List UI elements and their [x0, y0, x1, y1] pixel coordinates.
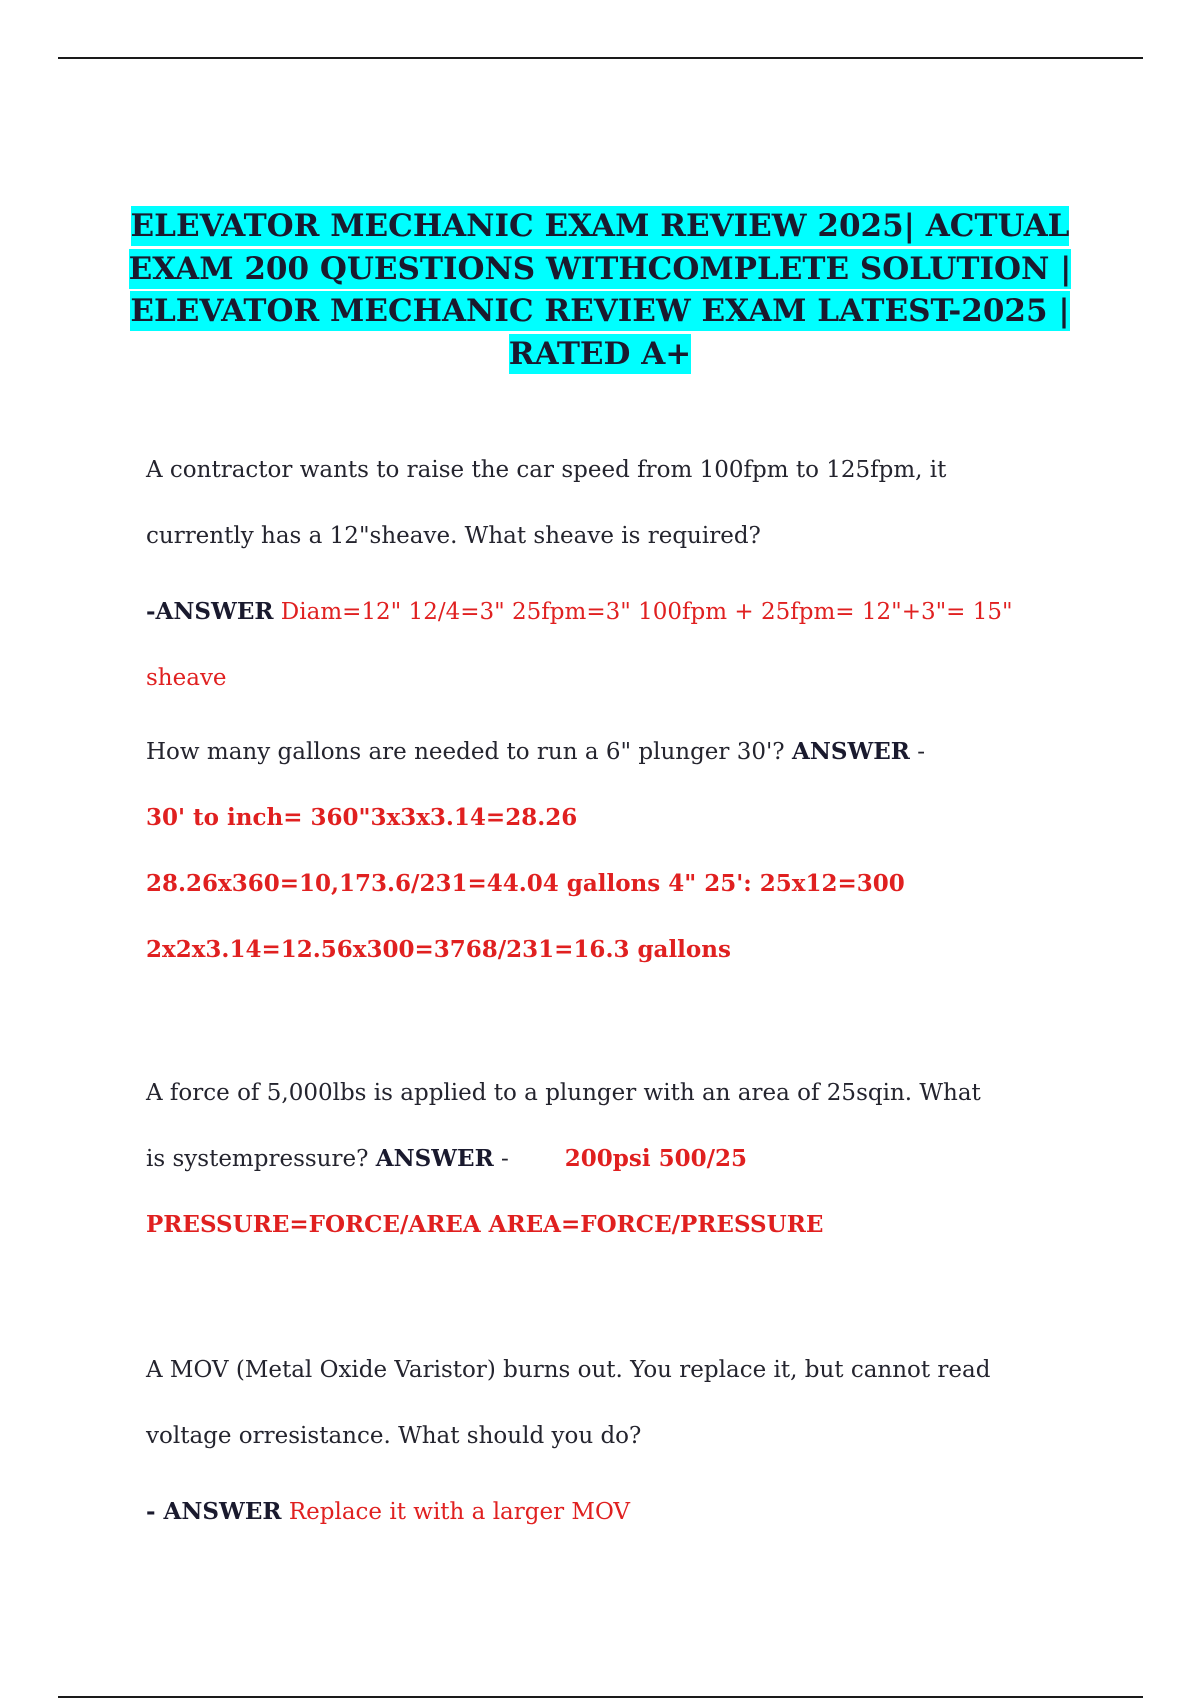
- question-4-line-1: A MOV (Metal Oxide Varistor) burns out. You replace it, but cannot read: [146, 1357, 991, 1383]
- answer-keyword: -ANSWER: [146, 598, 274, 625]
- question-3-line-2: [146, 1126, 1106, 1192]
- title-line-4: RATED A+: [508, 335, 692, 372]
- question-3-text: is systempressure?: [146, 1146, 376, 1172]
- answer-keyword: - ANSWER: [146, 1498, 282, 1525]
- answer-2-line-3: 2x2x3.14=12.56x300=3768/231=16.3 gallons: [146, 936, 731, 963]
- answer-2-line-1: 30' to inch= 360"3x3x3.14=28.26: [146, 804, 578, 831]
- question-1-line-2: currently has a 12"sheave. What sheave is required?: [146, 523, 761, 549]
- answer-keyword: ANSWER: [375, 1145, 494, 1172]
- question-4-line-2: voltage orresistance. What should you do?: [146, 1423, 642, 1449]
- question-3-block: [146, 1060, 1106, 1258]
- question-2-block: [146, 719, 1106, 983]
- top-rule: [58, 57, 1143, 59]
- answer-3-line-2: PRESSURE=FORCE/AREA AREA=FORCE/PRESSURE: [146, 1211, 824, 1238]
- answer-dash: -: [909, 739, 926, 765]
- answer-dash: -: [493, 1146, 509, 1172]
- document-title: [100, 205, 1100, 375]
- question-1-block: [146, 437, 1106, 711]
- answer-2-line-2: 28.26x360=10,173.6/231=44.04 gallons 4" 25': 25x12=300: [146, 870, 905, 897]
- question-2-line: [146, 719, 1106, 785]
- title-line-3: ELEVATOR MECHANIC REVIEW EXAM LATEST-2025 |: [130, 293, 1070, 329]
- question-1-line-1: A contractor wants to raise the car speed from 100fpm to 125fpm, it: [146, 457, 947, 483]
- answer-keyword: ANSWER: [791, 738, 910, 765]
- answer-4-line: [146, 1479, 1106, 1545]
- question-2-text: How many gallons are needed to run a 6" plunger 30'?: [146, 739, 792, 765]
- bottom-rule: [58, 1696, 1143, 1698]
- answer-1-line-1: [146, 579, 1106, 645]
- answer-1-text: Diam=12" 12/4=3" 25fpm=3" 100fpm + 25fpm= 12"+3"= 15": [273, 599, 1013, 625]
- title-line-2: EXAM 200 QUESTIONS WITHCOMPLETE SOLUTION |: [128, 250, 1072, 287]
- answer-3-inline: 200psi 500/25: [564, 1145, 747, 1172]
- answer-1-line-2: sheave: [146, 665, 227, 691]
- question-3-line-1: A force of 5,000lbs is applied to a plunger with an area of 25sqin. What: [146, 1080, 981, 1106]
- title-line-1: ELEVATOR MECHANIC EXAM REVIEW 2025| ACTUAL: [130, 208, 1070, 244]
- question-4-block: [146, 1337, 1106, 1545]
- answer-4-text: Replace it with a larger MOV: [281, 1499, 631, 1525]
